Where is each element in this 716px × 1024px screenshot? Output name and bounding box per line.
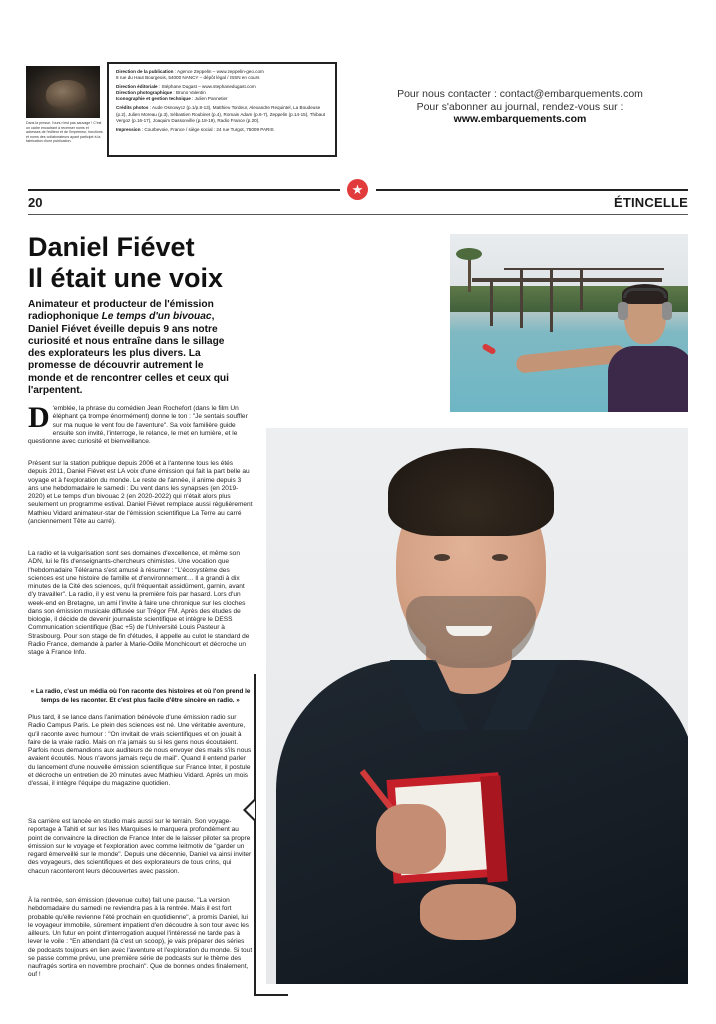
header-rule-left [28, 189, 340, 191]
pier-leg [490, 280, 493, 326]
imprint-credits: Crédits photos : Aude Osnowycz (p.1/p.8-13), Matthieu Tordeur, Alexandre Requintel, La Boudeuse (p.2), Julien Moreau (p.3), Sébastien Roubinet (p.4), Romain Adam (p.6-7), Zeppelin (p.14-15), Thibaut Vergoz (p.16-17), Joaquim Dassonville (p.18-19), Radio France (p.20). [116, 105, 326, 123]
bracket-pointer-inner [246, 801, 255, 819]
title-line-2: Il était une voix [28, 263, 224, 293]
paragraph-2: Présent sur la station publique depuis 2006 et à l'antenne tous les étés depuis 2011, Daniel Fiévet est LA voix d'une émission qui fait la part belle au voyage et à l'exploration du monde. Le reste de l'année, il anime depuis 3 ans une hebdomadaire le samedi : Du vent dans les synapses (en 2019-2020) et Le temps d'un bivouac 2 (en 2020-2022) qui n'était alors plus seulement un programme estival. Daniel Fiévet remplace aussi régulièrement Mathieu Vidard animateur-star de l'émission scientifique La Terre au carré (anciennement Tête au carré). [28, 460, 253, 525]
hand-writing [376, 804, 446, 874]
microphone [481, 343, 496, 355]
shirt [608, 346, 688, 412]
pier [472, 278, 662, 282]
quote-bracket-foot [254, 994, 288, 996]
bear-figure [46, 80, 86, 108]
paragraph-6: À la rentrée, son émission (devenue culte) fait une pause. "La version hebdomadaire du samedi ne reviendra pas à la rentrée. Mais il est fort probable qu'elle revienne l'été prochain en quotidienne", a promis Daniel, lui le voyageur immobile, sûrement impatient d'en découdre à son tour avec les ailleurs. Un futur en point d'interrogation auquel l'intéressé ne tarde pas à lever le voile : "En attendant (là c'est un scoop), je vais préparer des séries de podcasts toujours en lien avec l'aventure et l'exploration du monde. Si tout se passe comme prévu, une première série de podcasts sur le thème des naufragés sortira en novembre prochain". Que de bonnes ondes finalement, ouf ! [28, 897, 253, 979]
hair [388, 448, 554, 536]
imprint-photo: Direction photographique : Bruno Valentin [116, 90, 206, 96]
imprint-box [107, 62, 337, 157]
paragraph-1: D 'emblée, la phrase du comédien Jean Rochefort (dans le film Un éléphant ça trompe énormément) donne le ton : "Je sentais souffler sur ma nuque le vent fou de l'aventure". Sa voix familière guide ensuite son invité, l'interroge, le relance, le met en lumière, et le questionne avec curiosité et bienveillance. [28, 401, 248, 445]
man-with-headphones [578, 284, 688, 412]
headphone-left [618, 302, 628, 320]
show-name: Le temps d'un bivouac [101, 311, 212, 323]
contact-email[interactable]: Pour nous contacter : contact@embarquements.com [397, 88, 643, 100]
imprint-printing: Impression : Courbevoie, France / siège social : 24 rue Turgot, 75009 PARIS [116, 126, 274, 132]
eye-right [492, 554, 508, 561]
imprint-iconography: Iconographie et gestion technique : Julien Pannetier [116, 96, 228, 102]
title-line-1: Daniel Fiévet [28, 232, 195, 262]
imprint-address: 8 rue du Haut Bourgeois, 54000 NANCY – dépôt légal / ISSN en cours [116, 75, 260, 81]
paragraph-4: Plus tard, il se lance dans l'animation bénévole d'une émission radio sur Radio Campus Paris. Le plein des sciences est né. Une véritable aventure, qu'il raconte avec humour : "On invitait de vrais scientifiques et on jouait à faire de la vraie radio. Mais on n'a jamais su si les gens nous écoutaient. Parfois nous demandions aux auditeurs de nous envoyer des mails s'ils nous avaient écoutés. Nous n'avons jamais reçu de mail". Quand il entend parler du lancement d'une nouvelle émission scientifique sur France Inter, il postule et décroche un entretien de 20 minutes avec Mathieu Vidard. Après un mois d'essai, il intègre l'équipe du magazine quotidien. [28, 714, 252, 787]
pier-rail [504, 268, 664, 270]
smile [446, 626, 492, 636]
bear-caption: Dans la presse, l'ours n'est pas sauvage ! C'est un cadre encadrant à recenser noms et adresses de l'éditeur et de l'imprimeur, fonctions et noms des collaborateurs ayant participé à la fabrication d'une publication. [26, 121, 103, 144]
pier-leg [520, 270, 523, 328]
portrait-photo [266, 428, 688, 984]
paragraph-5: Sa carrière est lancée en studio mais aussi sur le terrain. Son voyage-reportage à Tahiti et sur les îles Marquises le marquera profondément au point de convaincre la direction de France Inter de le laisser piloter sa propre émission sur le voyage et l'exploration avec comme leitmotiv de "garder un regard émerveillé sur le monde". Depuis une décennie, Daniel va ainsi inviter des voyageurs, des scientifiques et des explorateurs de tous crins, qui chacun raconteront leurs découvertes avec passion. [28, 818, 252, 875]
subscribe-text: Pour s'abonner au journal, rendez-vous sur : [416, 100, 624, 113]
eye-left [434, 554, 450, 561]
article-title [28, 232, 438, 294]
star-icon: ★ [347, 179, 368, 200]
header-divider [28, 214, 688, 215]
imprint-editorial: Direction éditoriale : Stéphane Dugast – www.stephanedugast.com [116, 84, 256, 90]
page-number: 20 [28, 195, 43, 210]
pull-quote: « La radio, c'est un média où l'on raconte des histoires et où l'on prend le temps de les raconter. Et c'est plus facile d'être sincère en radio. » [30, 688, 251, 704]
header-rule-right [376, 189, 688, 191]
palm-leaves [456, 248, 482, 260]
drop-cap: D [28, 401, 50, 434]
headphone-band [623, 288, 667, 298]
hand-holding [420, 884, 516, 940]
section-title: ÉTINCELLE [613, 195, 688, 210]
quote-bracket [254, 674, 256, 996]
river-photo [450, 234, 688, 412]
headphone-right [662, 302, 672, 320]
article-lede: Animateur et producteur de l'émission radiophonique Le temps d'un bivouac, Daniel Fiévet éveille depuis 9 ans notre curiosité et nous entraîne dans le sillage des explorateurs les plus divers. La promesse de découvrir autrement le monde et de rencontrer celles et ceux qui l'arpentent. [28, 299, 229, 397]
pier-leg [550, 270, 553, 332]
imprint-publication: Direction de la publication : Agence Zeppelin – www.zeppelin-geo.com [116, 69, 264, 74]
contact-block [362, 88, 678, 126]
bear-photo [26, 66, 100, 118]
website-link[interactable]: www.embarquements.com [453, 113, 587, 125]
paragraph-3: La radio et la vulgarisation sont ses domaines d'excellence, et même son ADN, lui le fils d'enseignants-chercheurs chimistes. Une vocation que l'hebdomadaire Télérama s'est amusé à résumer : "L'écosystème des sciences est une histoire de famille et d'environnement… Il a grandi à dix minutes de la Cité des sciences, qu'il fréquentait assidûment, garnin, avant d'y travailler". La radio, il y est venu la première fois par hasard. Lors d'un week-end en Bretagne, un ami l'invite à faire une chronique sur les cloches dans son émission musicale diffusée sur Trégor FM. Après des études de biologie, il décide de devenir journaliste scientifique et intègre le DESS Communication scientifique (Bac +5) de l'Université Louis Pasteur à Strasbourg. Pour son stage de fin d'études, il appelle au culot le standard de Radio France, demande à parler à Marie-Odile Monchicourt et décroche un stage à France Info. [28, 550, 250, 656]
